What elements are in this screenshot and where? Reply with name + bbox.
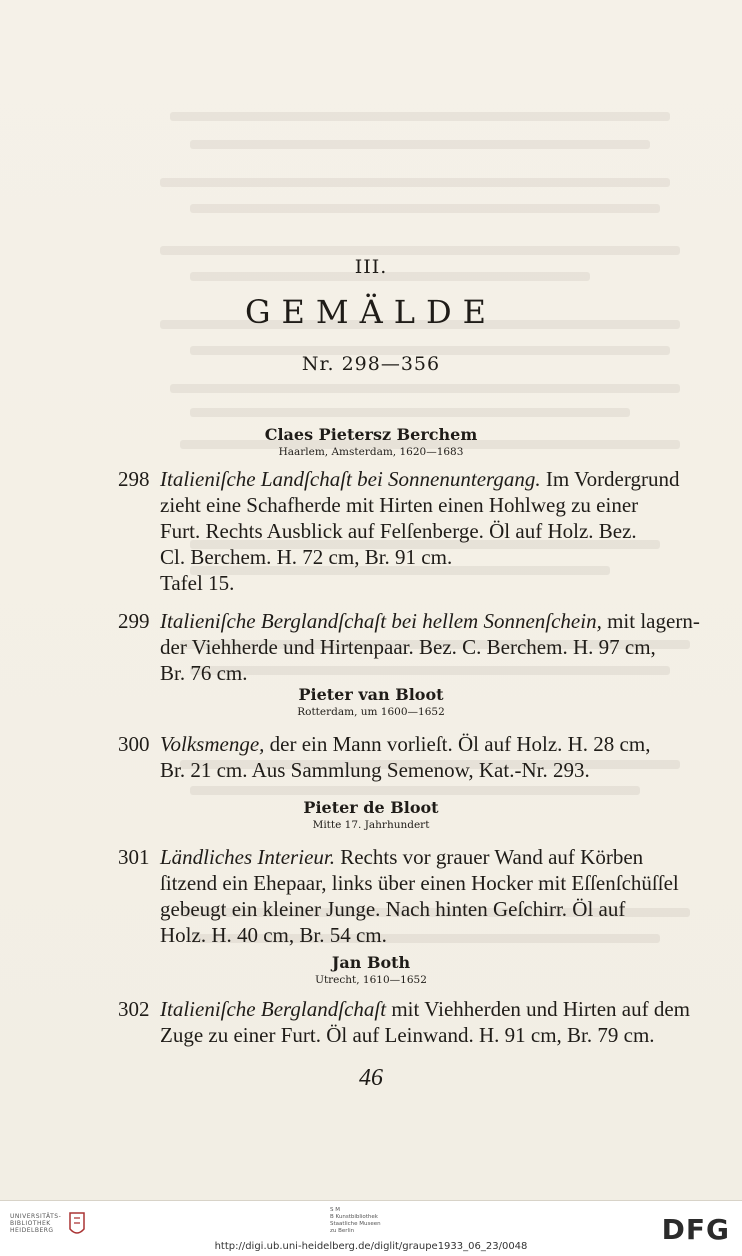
catalog-entry xyxy=(118,996,691,1048)
artist-name: Pieter de Bloot xyxy=(303,798,439,817)
entry-title: Volksmenge, xyxy=(160,732,265,756)
catalog-entry xyxy=(118,608,700,686)
entry-text: Holz. H. 40 cm, Br. 54 cm. xyxy=(160,923,387,947)
artist-heading xyxy=(0,953,742,987)
entry-text: Rechts vor grauer Wand auf Körben xyxy=(340,845,644,869)
artist-name: Pieter van Bloot xyxy=(298,685,444,704)
entry-number: 299 xyxy=(118,609,150,633)
entry-title: Italieniſche Landſchaſt bei Sonnenuntergang. xyxy=(160,467,541,491)
entry-title: Italieniſche Berglandſchaſt xyxy=(160,997,387,1021)
catalog-entry xyxy=(118,731,678,783)
entry-number: 298 xyxy=(118,467,150,491)
entry-text: der Viehherde und Hirtenpaar. Bez. C. Berchem. H. 97 cm, xyxy=(160,635,656,659)
section-title: GEMÄLDE xyxy=(244,293,498,331)
section-range: Nr. 298—356 xyxy=(301,353,441,375)
section-number: III. xyxy=(354,256,388,278)
permalink-url[interactable]: http://digi.ub.uni-heidelberg.de/diglit/graupe1933_06_23/0048 xyxy=(214,1241,528,1252)
entry-number: 302 xyxy=(118,997,150,1021)
entry-title: Ländliches Interieur. xyxy=(160,845,335,869)
entry-text: gebeugt ein kleiner Junge. Nach hinten Geſchirr. Öl auf xyxy=(160,897,626,921)
entry-text: ſitzend ein Ehepaar, links über einen Hocker mit Eſſenſchüſſel xyxy=(160,871,679,895)
entry-text: Cl. Berchem. H. 72 cm, Br. 91 cm. xyxy=(160,545,453,569)
entry-number: 300 xyxy=(118,732,150,756)
entry-text: zieht eine Schafherde mit Hirten einen Hohlweg zu einer xyxy=(160,493,639,517)
entry-number: 301 xyxy=(118,845,150,869)
artist-info: Utrecht, 1610—1652 xyxy=(315,974,427,986)
library-stamp: S M B Kunstbibliothek Staatliche Museen zu Berlin xyxy=(330,1207,381,1234)
artist-heading xyxy=(0,798,742,832)
dfg-logo[interactable]: DFG xyxy=(661,1213,730,1246)
entry-text: mit lagern- xyxy=(607,609,700,633)
entry-text: Br. 21 cm. Aus Sammlung Semenow, Kat.-Nr. 293. xyxy=(160,758,590,782)
page-number: 46 xyxy=(359,1065,383,1091)
artist-info: Mitte 17. Jahrhundert xyxy=(312,819,430,831)
artist-heading xyxy=(0,425,742,459)
entry-text: Im Vordergrund xyxy=(545,467,680,491)
catalog-entry xyxy=(118,466,678,596)
artist-name: Jan Both xyxy=(331,953,411,972)
plate-reference: Tafel 15. xyxy=(160,571,235,595)
university-library-logo[interactable]: UNIVERSITÄTS- BIBLIOTHEK HEIDELBERG xyxy=(10,1213,62,1234)
entry-text: der ein Mann vorlieſt. Öl auf Holz. H. 28 cm, xyxy=(269,732,651,756)
university-seal-icon xyxy=(66,1209,88,1239)
entry-text: mit Viehherden und Hirten auf dem xyxy=(391,997,691,1021)
entry-text: Zuge zu einer Furt. Öl auf Leinwand. H. 91 cm, Br. 79 cm. xyxy=(160,1023,655,1047)
entry-title: Italieniſche Berglandſchaſt bei hellem Sonnenſchein, xyxy=(160,609,602,633)
entry-text: Furt. Rechts Ausblick auf Felſenberge. Öl auf Holz. Bez. xyxy=(160,519,637,543)
catalog-entry xyxy=(118,844,678,948)
artist-info: Rotterdam, um 1600—1652 xyxy=(297,706,445,718)
artist-info: Haarlem, Amsterdam, 1620—1683 xyxy=(278,446,464,458)
viewer-footer xyxy=(0,1200,742,1256)
artist-heading xyxy=(0,685,742,719)
artist-name: Claes Pietersz Berchem xyxy=(264,425,478,444)
entry-text: Br. 76 cm. xyxy=(160,661,248,685)
